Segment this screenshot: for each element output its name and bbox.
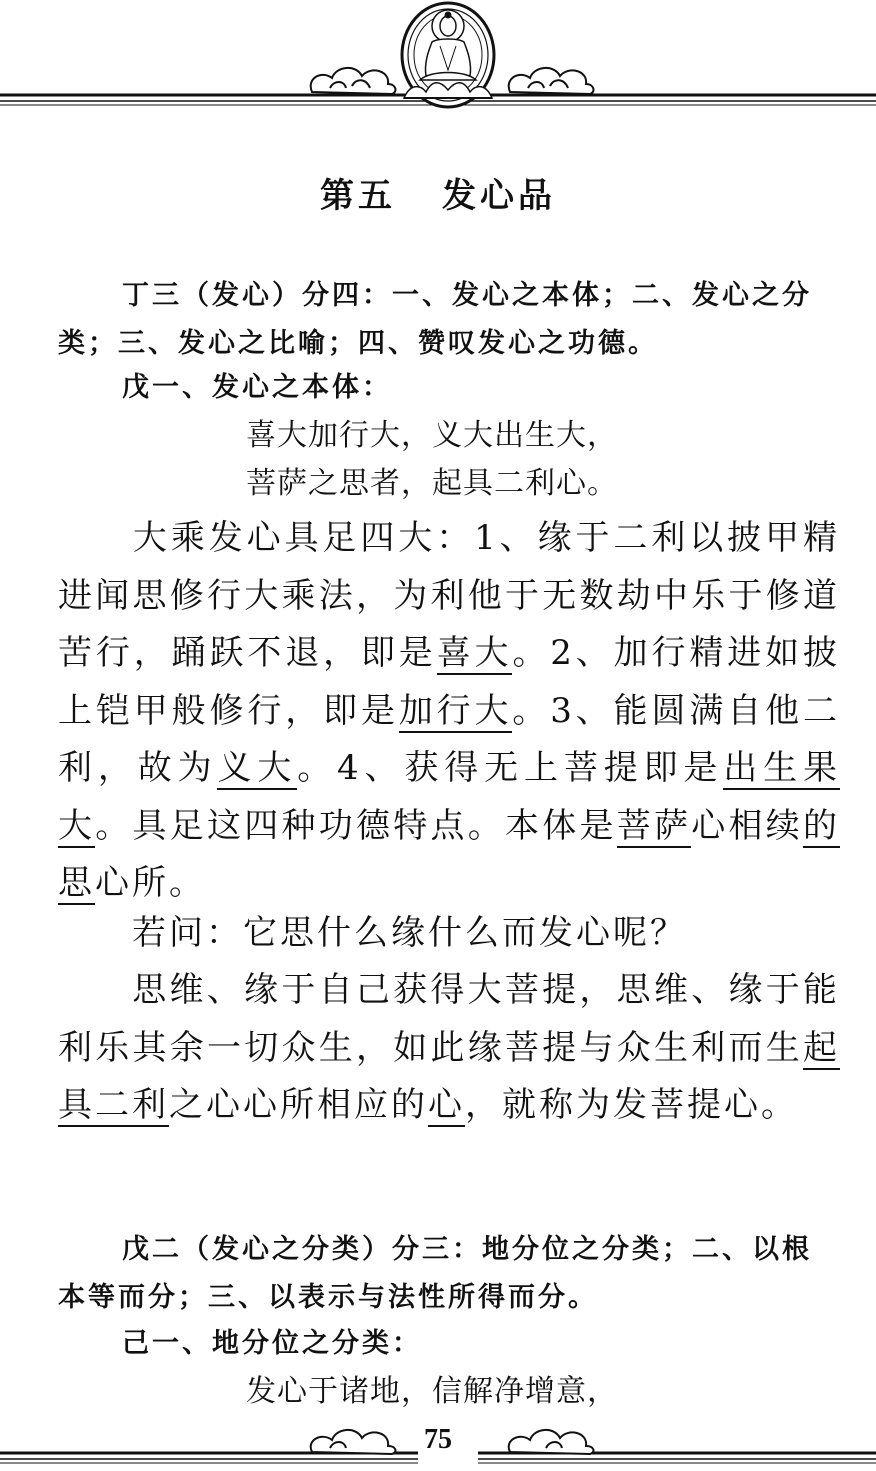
para1-text-6: 心相续: [691, 805, 803, 846]
verse-1-line-2: 菩萨之思者，起具二利心。: [246, 466, 618, 501]
chapter-number: 第五: [320, 176, 396, 216]
underlined-term-jiaxing-da: 加行大: [398, 690, 513, 731]
verse-1: [246, 412, 618, 508]
para3-text-1: 思维、缘于自己获得大菩提，思维、缘于能利乐其余一切众生，如此缘菩提与众生利而生: [58, 970, 840, 1068]
outline-heading-j1-text: 己一、地分位之分类：: [122, 1328, 422, 1359]
paragraph-answer: [58, 962, 840, 1135]
chapter-name: 发心品: [442, 176, 556, 216]
page-number: 75: [424, 1424, 452, 1455]
buddha-emblem-icon: [402, 3, 494, 107]
paragraph-four-greatness: [58, 510, 840, 913]
outline-heading-j1: [58, 1320, 840, 1368]
underlined-term-de-si: 的思: [58, 805, 840, 903]
underlined-term-chusheng-da: 出生果大: [58, 748, 841, 846]
outline-heading-d3-text: 丁三（发心）分四：一、发心之本体；二、发心之分类；三、发心之比喻；四、赞叹发心之功德。: [58, 280, 812, 359]
paragraph-question: [58, 905, 840, 963]
outline-heading-d3: [58, 272, 840, 368]
para2-text: 若问：它思什么缘什么而发心呢？: [132, 913, 687, 953]
header-ornament: [0, 0, 876, 112]
chapter-title: [0, 168, 876, 217]
outline-heading-w2-text: 戊二（发心之分类）分三：地分位之分类；二、以根本等而分；三、以表示与法性所得而分。: [58, 1234, 812, 1313]
para1-text-2: 。2、加行精进如披上铠甲般修行，即是: [58, 633, 841, 731]
verse-2: [246, 1368, 618, 1416]
underlined-term-yi-da: 义大: [217, 748, 298, 788]
outline-heading-w2: [58, 1226, 840, 1322]
cloud-ornament-left-icon: [311, 68, 396, 94]
underlined-term-pusa: 菩萨: [616, 805, 692, 846]
para1-text-4: 。4、获得无上菩提即是: [297, 748, 724, 788]
underlined-term-xi-da: 喜大: [436, 633, 513, 673]
para1-text-3: 。3、能圆满自他二利，故为: [58, 690, 840, 788]
underlined-term-xin: 心: [428, 1085, 465, 1125]
para1-text-5: 。具足这四种功德特点。本体是: [95, 805, 617, 846]
verse-1-line-1: 喜大加行大，义大出生大，: [246, 418, 618, 453]
para3-text-3: ，就称为发菩提心。: [465, 1085, 798, 1125]
para1-text-7: 心所。: [95, 863, 206, 903]
cloud-ornament-right-icon: [509, 68, 594, 94]
para3-text-2: 之心心所相应的: [169, 1085, 428, 1125]
underlined-term-qiju-erli: 起具二利: [58, 1027, 840, 1125]
verse-2-line-1: 发心于诸地，信解净增意，: [246, 1374, 618, 1409]
outline-heading-w1-text: 戊一、发心之本体：: [122, 372, 392, 403]
outline-heading-w1: [58, 364, 840, 412]
para1-text-1: 大乘发心具足四大：1、缘于二利以披甲精进闻思修行大乘法，为利他于无数劫中乐于修道苦行，踊跃不退，即是: [58, 518, 840, 673]
